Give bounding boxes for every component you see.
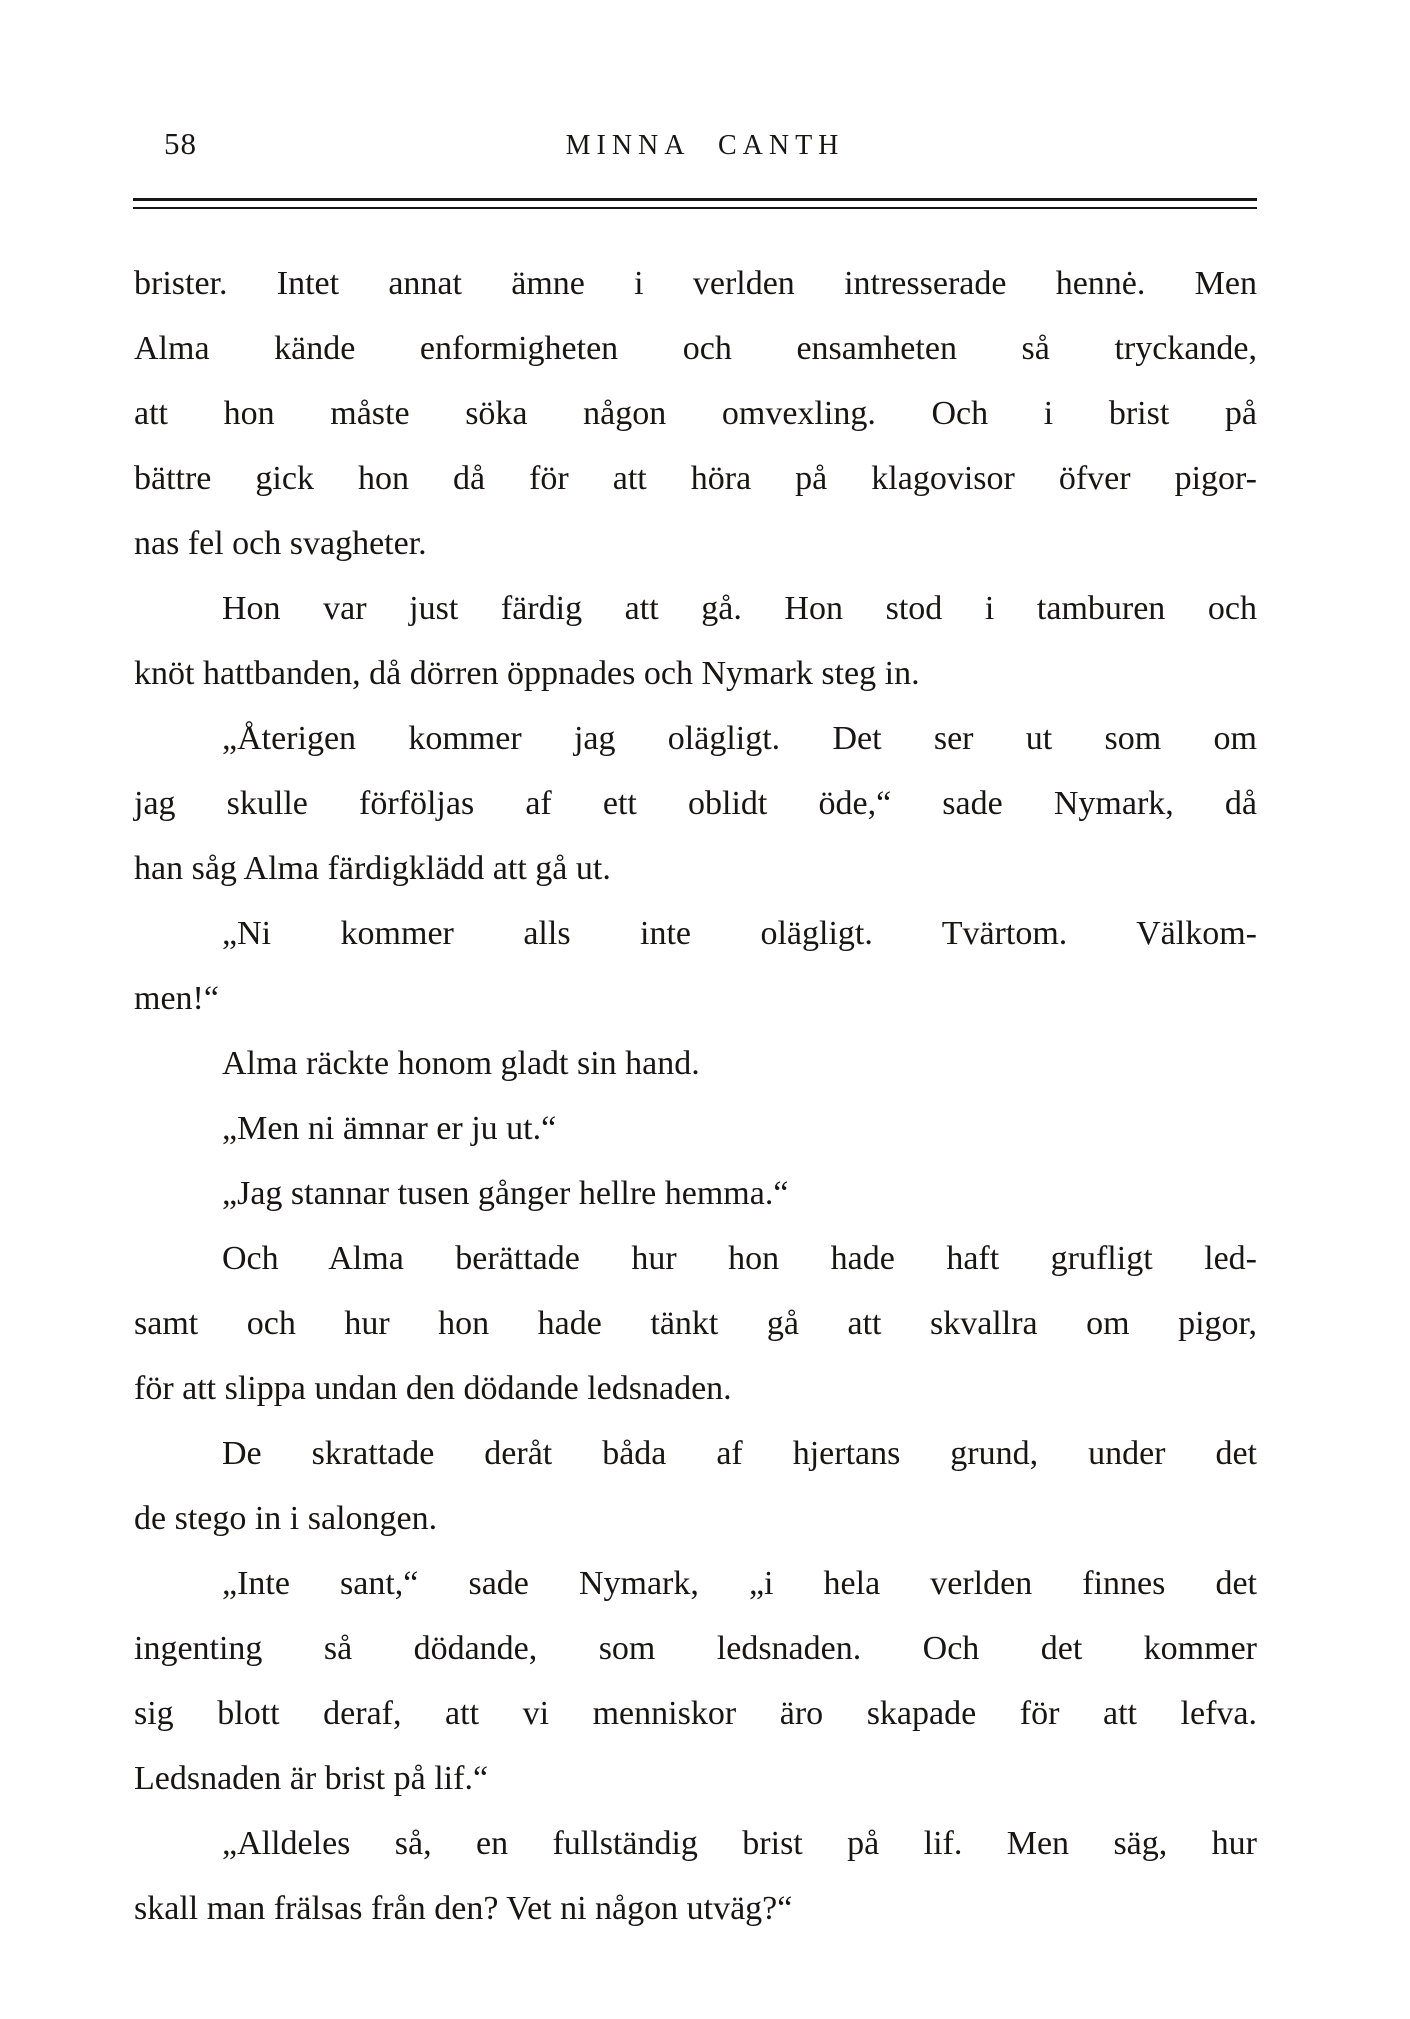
text-line: Alma räckte honom gladt sin hand. [222, 1045, 700, 1082]
text-line: „Inte sant,“ sade Nymark, „i hela verlden finnes det [222, 1565, 1257, 1602]
text-line: Hon var just färdig att gå. Hon stod i tamburen och [222, 590, 1257, 627]
text-line: ingenting så dödande, som ledsnaden. Och det kommer [134, 1630, 1257, 1667]
text-line: knöt hattbanden, då dörren öppnades och Nymark steg in. [134, 655, 920, 692]
text-line: „Men ni ämnar er ju ut.“ [222, 1110, 557, 1147]
text-line: nas fel och svagheter. [134, 525, 427, 562]
text-line: brister. Intet annat ämne i verlden intresserade hennė. Men [134, 265, 1257, 302]
text-line: att hon måste söka någon omvexling. Och i brist på [134, 395, 1257, 432]
text-line: men!“ [134, 980, 219, 1017]
text-line: De skrattade deråt båda af hjertans grund, under det [222, 1435, 1257, 1472]
running-title: MINNA CANTH [565, 130, 845, 161]
text-line: bättre gick hon då för att höra på klagovisor öfver pigor- [134, 460, 1257, 497]
text-line: för att slippa undan den dödande ledsnaden. [134, 1370, 732, 1407]
text-line: Ledsnaden är brist på lif.“ [134, 1760, 489, 1797]
text-line: han såg Alma färdigklädd att gå ut. [134, 850, 611, 887]
text-line: „Alldeles så, en fullständig brist på lif. Men säg, hur [222, 1825, 1257, 1862]
text-line: „Ni kommer alls inte olägligt. Tvärtom. Välkom- [222, 915, 1257, 952]
text-line: samt och hur hon hade tänkt gå att skvallra om pigor, [134, 1305, 1257, 1342]
header-double-rule [133, 198, 1257, 209]
text-block [134, 251, 1257, 1941]
text-line: Och Alma berättade hur hon hade haft grufligt led- [222, 1240, 1257, 1277]
text-line: skall man frälsas från den? Vet ni någon utväg?“ [134, 1890, 793, 1927]
text-line: Alma kände enformigheten och ensamheten så tryckande, [134, 330, 1257, 367]
text-line: sig blott deraf, att vi menniskor äro skapade för att lefva. [134, 1695, 1257, 1732]
text-line: „Jag stannar tusen gånger hellre hemma.“ [222, 1175, 789, 1212]
text-line: „Återigen kommer jag olägligt. Det ser ut som om [222, 720, 1257, 757]
text-line: jag skulle förföljas af ett oblidt öde,“ sade Nymark, då [134, 785, 1257, 822]
text-line: de stego in i salongen. [134, 1500, 438, 1537]
page-number: 58 [164, 126, 197, 161]
